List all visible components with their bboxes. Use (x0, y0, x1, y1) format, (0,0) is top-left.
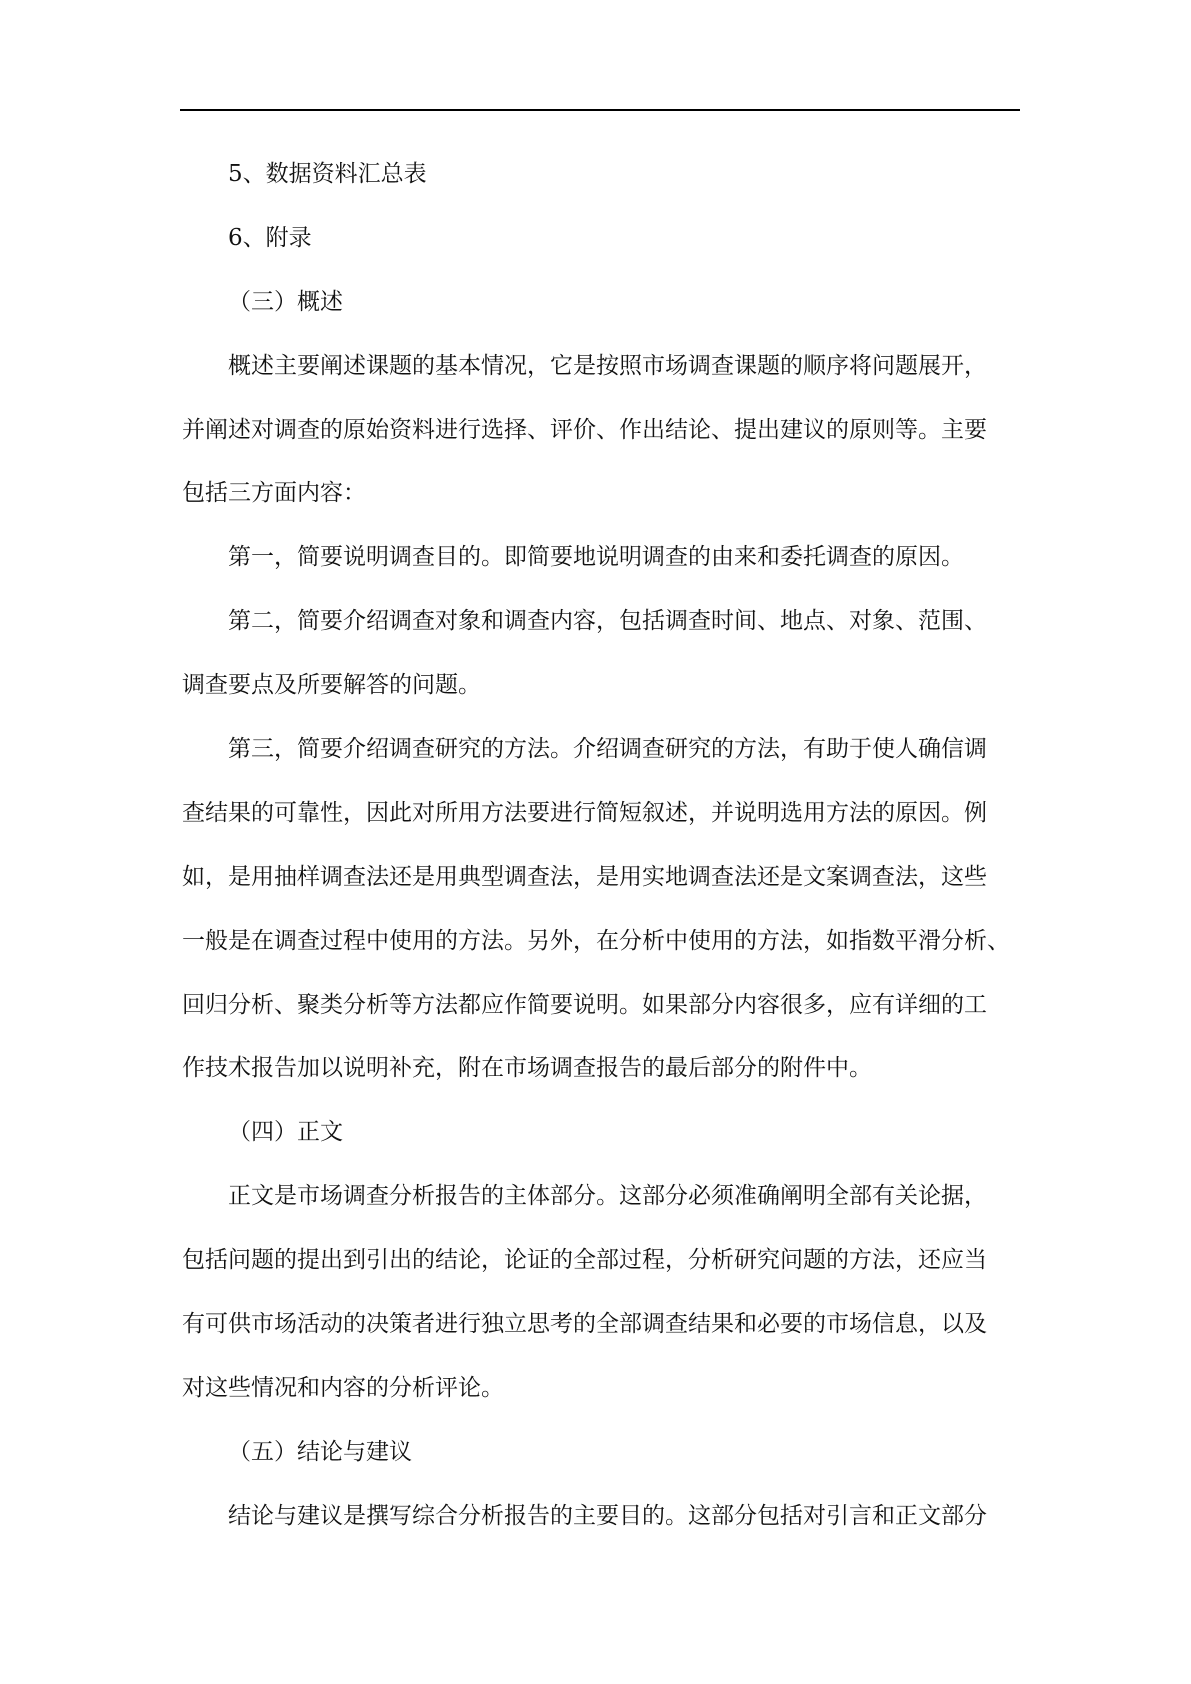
paragraph-line: 查结果的可靠性，因此对所用方法要进行简短叙述，并说明选用方法的原因。例 (182, 799, 987, 826)
paragraph-line: 调查要点及所要解答的问题。 (182, 672, 481, 699)
document-body (182, 143, 1020, 1549)
paragraph-line: 对这些情况和内容的分析评论。 (182, 1374, 504, 1401)
paragraph-line: 结论与建议是撰写综合分析报告的主要目的。这部分包括对引言和正文部分 (228, 1502, 987, 1529)
paragraph-line: 包括三方面内容： (182, 480, 366, 507)
paragraph-line: 作技术报告加以说明补充，附在市场调查报告的最后部分的附件中。 (182, 1055, 872, 1082)
section-heading-overview: （三）概述 (228, 288, 343, 315)
paragraph-line: 概述主要阐述课题的基本情况，它是按照市场调查课题的顺序将问题展开， (228, 352, 987, 379)
paragraph-line: 并阐述对调查的原始资料进行选择、评价、作出结论、提出建议的原则等。主要 (182, 416, 987, 443)
paragraph-line: 有可供市场活动的决策者进行独立思考的全部调查结果和必要的市场信息，以及 (182, 1311, 987, 1338)
list-item-6: 6、附录 (228, 224, 312, 251)
paragraph-line: 正文是市场调查分析报告的主体部分。这部分必须准确阐明全部有关论据， (228, 1183, 987, 1210)
section-heading-main-text: （四）正文 (228, 1119, 343, 1146)
paragraph-line: 第三，简要介绍调查研究的方法。介绍调查研究的方法，有助于使人确信调 (228, 736, 987, 763)
paragraph-line: 一般是在调查过程中使用的方法。另外，在分析中使用的方法，如指数平滑分析、 (182, 927, 1010, 954)
paragraph-line: 第一，简要说明调查目的。即简要地说明调查的由来和委托调查的原因。 (228, 544, 964, 571)
section-heading-conclusions: （五）结论与建议 (228, 1438, 412, 1465)
list-item-5: 5、数据资料汇总表 (228, 161, 427, 187)
paragraph-line: 包括问题的提出到引出的结论，论证的全部过程，分析研究问题的方法，还应当 (182, 1247, 987, 1274)
paragraph-line: 第二，简要介绍调查对象和调查内容，包括调查时间、地点、对象、范围、 (228, 608, 987, 635)
paragraph-line: 回归分析、聚类分析等方法都应作简要说明。如果部分内容很多，应有详细的工 (182, 991, 987, 1018)
paragraph-line: 如，是用抽样调查法还是用典型调查法，是用实地调查法还是文案调查法，这些 (182, 863, 987, 890)
header-rule (180, 109, 1020, 111)
